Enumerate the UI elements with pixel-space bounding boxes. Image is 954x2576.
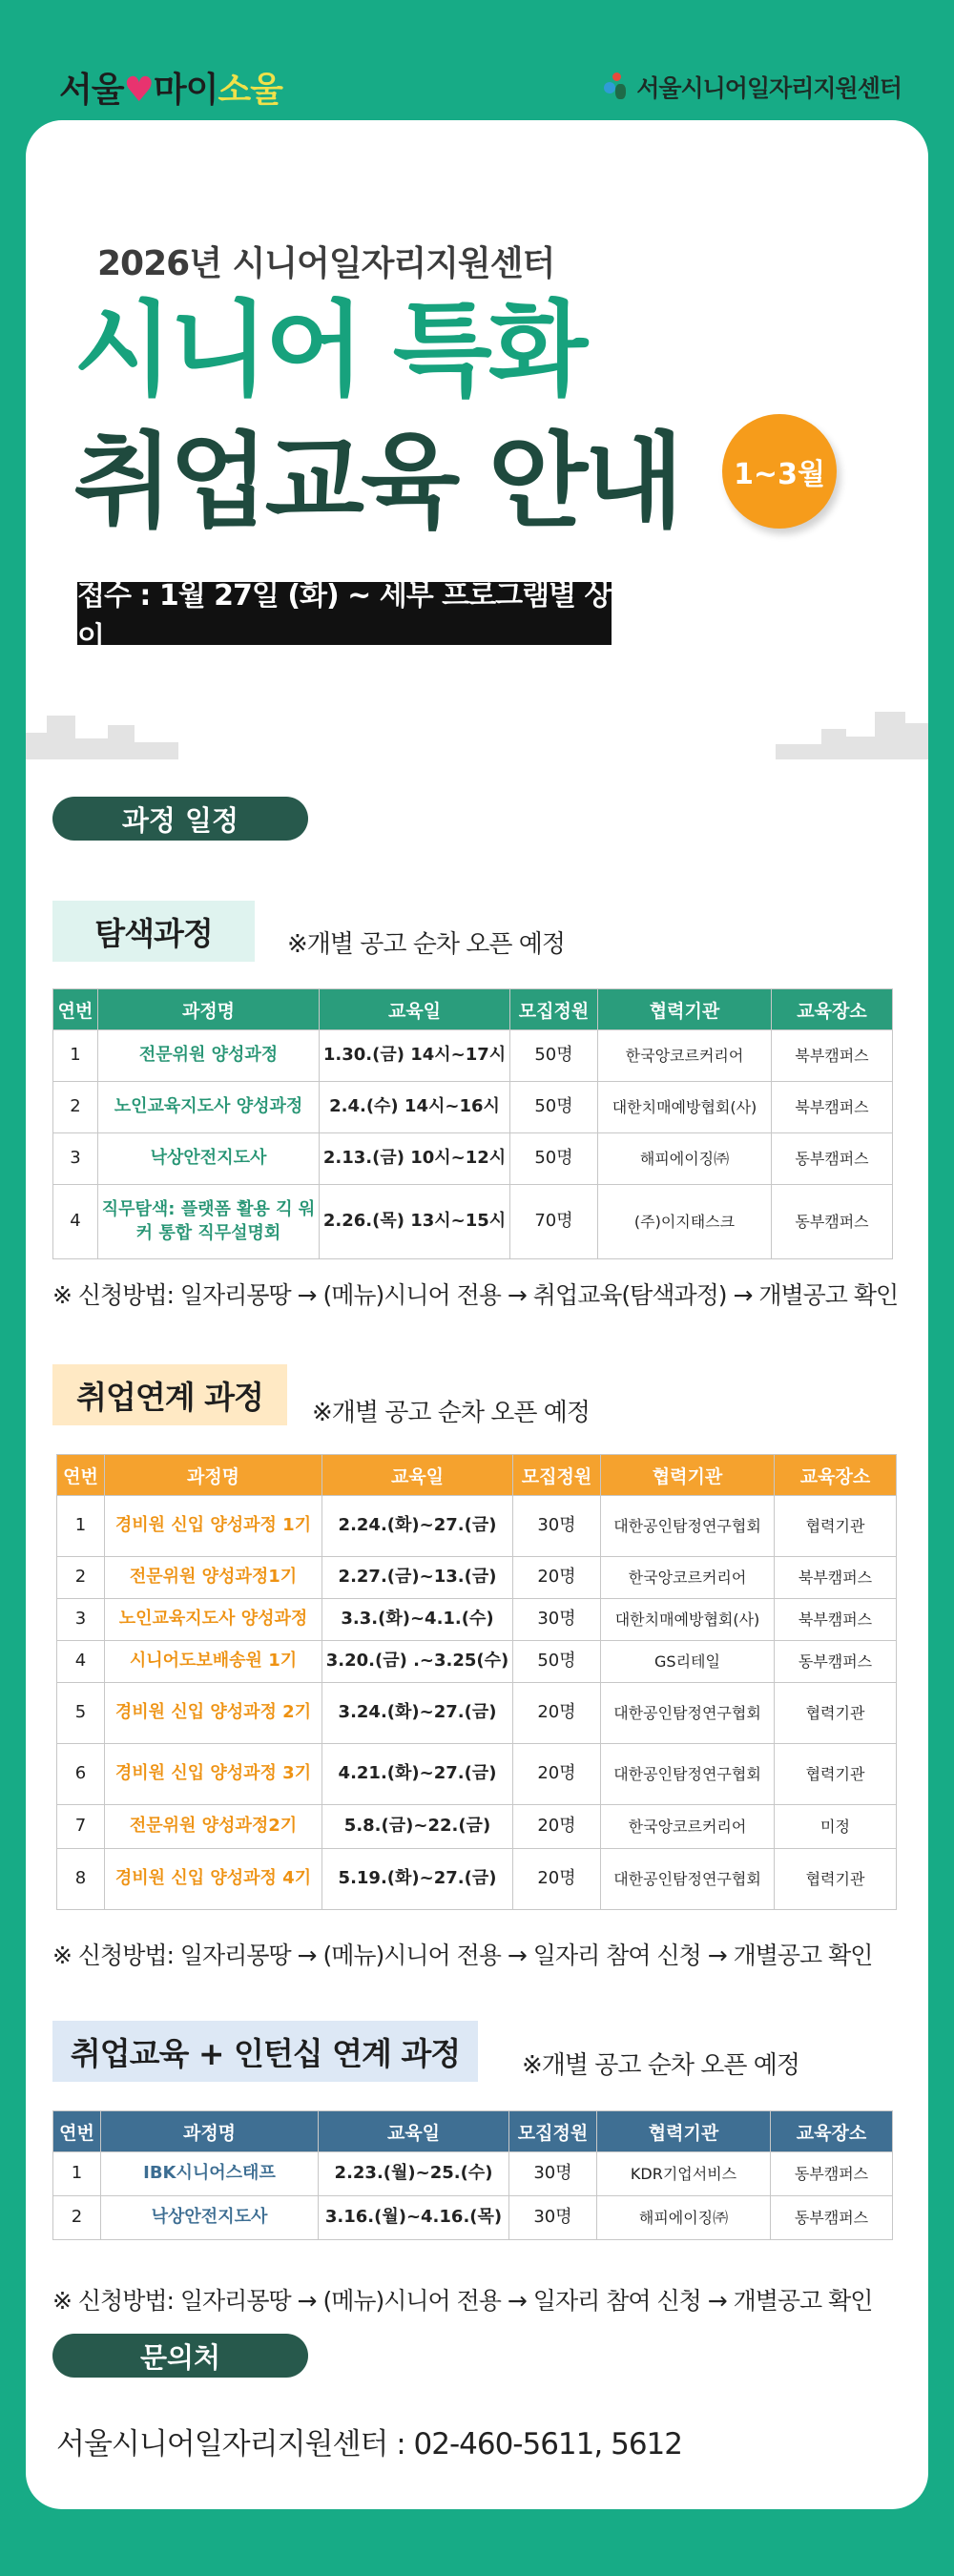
course-place: 북부캠퍼스 bbox=[772, 1082, 893, 1133]
explore-table bbox=[52, 988, 893, 1259]
course-place: 북부캠퍼스 bbox=[775, 1557, 897, 1599]
course-name: 노인교육지도사 양성과정 bbox=[105, 1599, 322, 1641]
table-row bbox=[53, 1185, 893, 1259]
col-header-capacity: 모집정원 bbox=[509, 2111, 597, 2152]
poster-title-line1: 시니어 특화 bbox=[73, 291, 585, 410]
col-header-course: 과정명 bbox=[98, 989, 320, 1030]
city-skyline-right bbox=[776, 708, 928, 759]
col-header-capacity: 모집정원 bbox=[513, 1455, 601, 1496]
col-header-date: 교육일 bbox=[319, 2111, 509, 2152]
table-row bbox=[57, 1557, 897, 1599]
contact-pill: 문의처 bbox=[52, 2334, 308, 2378]
row-no: 4 bbox=[57, 1641, 105, 1683]
course-partner: 해피에이징㈜ bbox=[598, 1133, 772, 1185]
course-place: 협력기관 bbox=[775, 1744, 897, 1805]
course-partner: 한국앙코르커리어 bbox=[601, 1805, 775, 1849]
course-capacity: 70명 bbox=[510, 1185, 598, 1259]
col-header-partner: 협력기관 bbox=[598, 989, 772, 1030]
employment-apply-method: ※ 신청방법: 일자리몽땅 → (메뉴)시니어 전용 → 일자리 참여 신청 → 개별공고 확인 bbox=[52, 1942, 873, 1969]
center-logo-text: 서울시니어일자리지원센터 bbox=[636, 74, 902, 102]
logo-text-my: 마이 bbox=[153, 71, 218, 110]
table-row bbox=[53, 1082, 893, 1133]
course-capacity: 30명 bbox=[509, 2152, 597, 2196]
seoul-my-soul-logo[interactable] bbox=[59, 63, 282, 112]
course-partner: 대한공인탐정연구협회 bbox=[601, 1849, 775, 1910]
contact-info: 서울시니어일자리지원센터 : 02-460-5611, 5612 bbox=[56, 2427, 682, 2462]
course-name: 경비원 신입 양성과정 2기 bbox=[105, 1683, 322, 1744]
course-name: 전문위원 양성과정 bbox=[98, 1030, 320, 1082]
course-place: 협력기관 bbox=[775, 1683, 897, 1744]
poster-subtitle: 2026년 시니어일자리지원센터 bbox=[97, 244, 555, 283]
row-no: 1 bbox=[57, 1496, 105, 1557]
course-name: 전문위원 양성과정2기 bbox=[105, 1805, 322, 1849]
course-date: 2.13.(금) 10시~12시 bbox=[320, 1133, 510, 1185]
period-badge: 1~3월 bbox=[722, 414, 837, 529]
course-date: 1.30.(금) 14시~17시 bbox=[320, 1030, 510, 1082]
top-banner bbox=[0, 0, 954, 119]
row-no: 2 bbox=[57, 1557, 105, 1599]
table-row bbox=[57, 1683, 897, 1744]
course-date: 3.24.(화)~27.(금) bbox=[322, 1683, 513, 1744]
row-no: 7 bbox=[57, 1805, 105, 1849]
course-capacity: 30명 bbox=[513, 1496, 601, 1557]
table-row bbox=[53, 1133, 893, 1185]
course-name: IBK시니어스태프 bbox=[101, 2152, 319, 2196]
row-no: 5 bbox=[57, 1683, 105, 1744]
table-row bbox=[57, 1805, 897, 1849]
col-header-no: 연번 bbox=[57, 1455, 105, 1496]
course-name: 전문위원 양성과정1기 bbox=[105, 1557, 322, 1599]
col-header-course: 과정명 bbox=[105, 1455, 322, 1496]
course-name: 낙상안전지도사 bbox=[98, 1133, 320, 1185]
intern-heading: 취업교육 + 인턴십 연계 과정 bbox=[52, 2021, 478, 2082]
table-row bbox=[57, 1744, 897, 1805]
logo-text-seoul: 서울 bbox=[59, 71, 124, 110]
row-no: 6 bbox=[57, 1744, 105, 1805]
col-header-date: 교육일 bbox=[322, 1455, 513, 1496]
course-partner: 대한공인탐정연구협회 bbox=[601, 1496, 775, 1557]
course-partner: 대한공인탐정연구협회 bbox=[601, 1744, 775, 1805]
course-date: 4.21.(화)~27.(금) bbox=[322, 1744, 513, 1805]
course-place: 협력기관 bbox=[775, 1496, 897, 1557]
col-header-place: 교육장소 bbox=[772, 989, 893, 1030]
intern-apply-method: ※ 신청방법: 일자리몽땅 → (메뉴)시니어 전용 → 일자리 참여 신청 → 개별공고 확인 bbox=[52, 2287, 873, 2315]
row-no: 3 bbox=[53, 1133, 98, 1185]
schedule-pill: 과정 일정 bbox=[52, 797, 308, 841]
course-capacity: 50명 bbox=[510, 1082, 598, 1133]
course-place: 북부캠퍼스 bbox=[775, 1599, 897, 1641]
course-partner: 대한치매예방협회(사) bbox=[601, 1599, 775, 1641]
receipt-banner: 접수 : 1월 27일 (화) ~ 세부 프로그램별 상이 bbox=[77, 579, 612, 654]
col-header-partner: 협력기관 bbox=[597, 2111, 771, 2152]
col-header-capacity: 모집정원 bbox=[510, 989, 598, 1030]
course-partner: 한국앙코르커리어 bbox=[598, 1030, 772, 1082]
employment-table bbox=[56, 1454, 897, 1910]
course-date: 2.4.(수) 14시~16시 bbox=[320, 1082, 510, 1133]
row-no: 8 bbox=[57, 1849, 105, 1910]
course-name: 노인교육지도사 양성과정 bbox=[98, 1082, 320, 1133]
poster-title-line2: 취업교육 안내 bbox=[73, 423, 680, 542]
row-no: 4 bbox=[53, 1185, 98, 1259]
col-header-course: 과정명 bbox=[101, 2111, 319, 2152]
row-no: 3 bbox=[57, 1599, 105, 1641]
course-name: 경비원 신입 양성과정 1기 bbox=[105, 1496, 322, 1557]
course-place: 동부캠퍼스 bbox=[772, 1133, 893, 1185]
col-header-date: 교육일 bbox=[320, 989, 510, 1030]
course-capacity: 20명 bbox=[513, 1557, 601, 1599]
course-capacity: 20명 bbox=[513, 1849, 601, 1910]
table-row bbox=[57, 1849, 897, 1910]
table-row bbox=[57, 1496, 897, 1557]
course-date: 2.24.(화)~27.(금) bbox=[322, 1496, 513, 1557]
course-date: 5.8.(금)~22.(금) bbox=[322, 1805, 513, 1849]
table-row bbox=[57, 1599, 897, 1641]
col-header-place: 교육장소 bbox=[771, 2111, 893, 2152]
row-no: 2 bbox=[53, 2196, 101, 2240]
course-partner: GS리테일 bbox=[601, 1641, 775, 1683]
explore-note: ※개별 공고 순차 오픈 예정 bbox=[287, 930, 566, 959]
course-name: 직무탐색: 플랫폼 활용 긱 워커 통합 직무설명회 bbox=[98, 1185, 320, 1259]
course-partner: 대한공인탐정연구협회 bbox=[601, 1683, 775, 1744]
course-capacity: 50명 bbox=[510, 1030, 598, 1082]
col-header-place: 교육장소 bbox=[775, 1455, 897, 1496]
course-date: 2.27.(금)~13.(금) bbox=[322, 1557, 513, 1599]
row-no: 1 bbox=[53, 1030, 98, 1082]
col-header-no: 연번 bbox=[53, 989, 98, 1030]
course-place: 동부캠퍼스 bbox=[771, 2196, 893, 2240]
city-skyline-left bbox=[26, 708, 178, 759]
course-date: 3.20.(금) .~3.25(수) bbox=[322, 1641, 513, 1683]
course-name: 낙상안전지도사 bbox=[101, 2196, 319, 2240]
course-date: 3.16.(월)~4.16.(목) bbox=[319, 2196, 509, 2240]
course-place: 동부캠퍼스 bbox=[775, 1641, 897, 1683]
course-partner: 대한치매예방협회(사) bbox=[598, 1082, 772, 1133]
course-date: 2.23.(월)~25.(수) bbox=[319, 2152, 509, 2196]
col-header-partner: 협력기관 bbox=[601, 1455, 775, 1496]
course-place: 협력기관 bbox=[775, 1849, 897, 1910]
course-partner: (주)이지태스크 bbox=[598, 1185, 772, 1259]
course-capacity: 50명 bbox=[513, 1641, 601, 1683]
table-row bbox=[53, 1030, 893, 1082]
row-no: 1 bbox=[53, 2152, 101, 2196]
explore-heading: 탐색과정 bbox=[52, 901, 255, 962]
course-date: 5.19.(화)~27.(금) bbox=[322, 1849, 513, 1910]
intern-note: ※개별 공고 순차 오픈 예정 bbox=[522, 2051, 800, 2080]
course-name: 경비원 신입 양성과정 4기 bbox=[105, 1849, 322, 1910]
col-header-no: 연번 bbox=[53, 2111, 101, 2152]
course-place: 동부캠퍼스 bbox=[772, 1185, 893, 1259]
course-place: 북부캠퍼스 bbox=[772, 1030, 893, 1082]
course-capacity: 30명 bbox=[509, 2196, 597, 2240]
table-row bbox=[53, 2152, 893, 2196]
employment-note: ※개별 공고 순차 오픈 예정 bbox=[312, 1399, 591, 1427]
logo-text-soul: 소울 bbox=[218, 71, 282, 110]
course-capacity: 20명 bbox=[513, 1805, 601, 1849]
course-name: 시니어도보배송원 1기 bbox=[105, 1641, 322, 1683]
course-name: 경비원 신입 양성과정 3기 bbox=[105, 1744, 322, 1805]
course-partner: 해피에이징㈜ bbox=[597, 2196, 771, 2240]
heart-icon: ♥ bbox=[123, 71, 154, 110]
employment-heading: 취업연계 과정 bbox=[52, 1364, 287, 1425]
center-logo-icon bbox=[604, 73, 629, 101]
row-no: 2 bbox=[53, 1082, 98, 1133]
course-capacity: 20명 bbox=[513, 1744, 601, 1805]
course-partner: KDR기업서비스 bbox=[597, 2152, 771, 2196]
course-date: 3.3.(화)~4.1.(수) bbox=[322, 1599, 513, 1641]
poster-card bbox=[26, 120, 928, 2509]
course-capacity: 20명 bbox=[513, 1683, 601, 1744]
explore-apply-method: ※ 신청방법: 일자리몽땅 → (메뉴)시니어 전용 → 취업교육(탐색과정) → 개별공고 확인 bbox=[52, 1281, 899, 1309]
table-row bbox=[53, 2196, 893, 2240]
course-capacity: 30명 bbox=[513, 1599, 601, 1641]
course-partner: 한국앙코르커리어 bbox=[601, 1557, 775, 1599]
course-date: 2.26.(목) 13시~15시 bbox=[320, 1185, 510, 1259]
center-logo[interactable] bbox=[604, 70, 902, 104]
course-place: 미정 bbox=[775, 1805, 897, 1849]
course-capacity: 50명 bbox=[510, 1133, 598, 1185]
intern-table bbox=[52, 2110, 893, 2240]
table-row bbox=[57, 1641, 897, 1683]
course-place: 동부캠퍼스 bbox=[771, 2152, 893, 2196]
